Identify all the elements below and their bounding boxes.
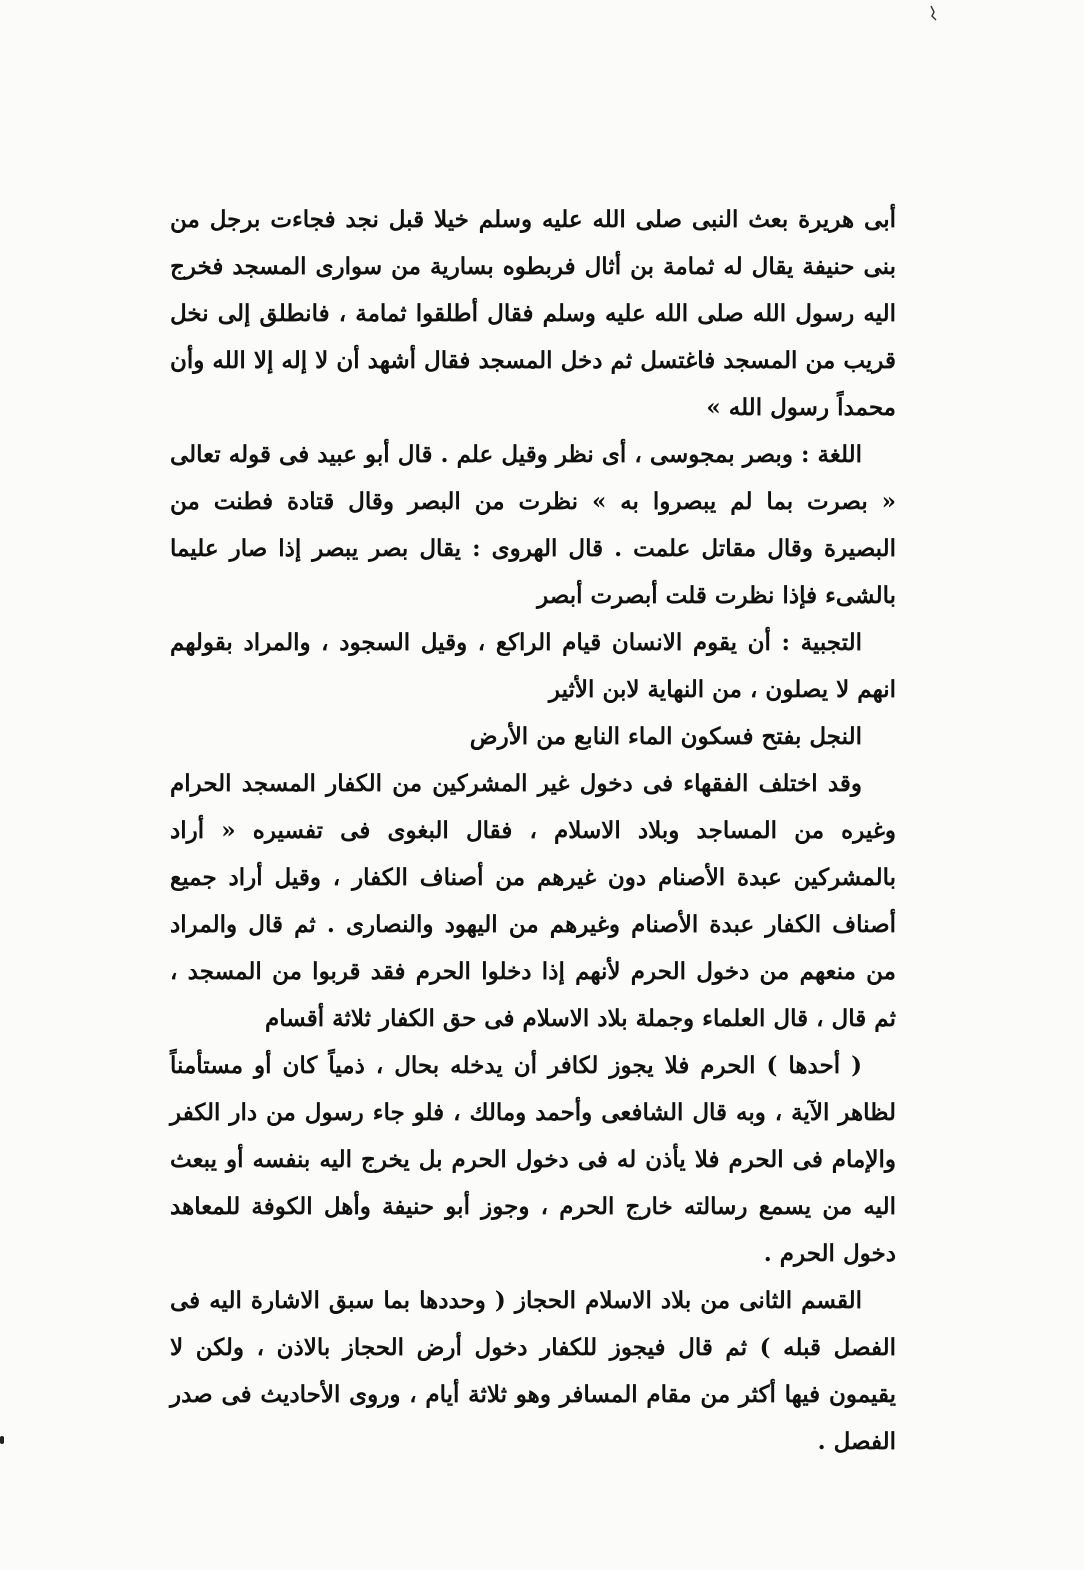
scan-speck (0, 1436, 4, 1444)
paragraph-najl: النجل بفتح فسكون الماء النابع من الأرض (469, 723, 862, 750)
ink-mark-icon (928, 4, 940, 22)
paragraph-tajbiya: التجبية : أن يقوم الانسان قيام الراكع ، وقيل السجود ، والمراد بقولهم انهم لا يصلون ، من النهاية لابن الأثير (170, 629, 896, 703)
paragraph-hadith-thumama: أبى هريرة بعث النبى صلى الله عليه وسلم خيلا قبل نجد فجاءت برجل من بنى حنيفة يقال له ثمامة بن أثال فربطوه بسارية من سوارى المسجد فخرج اليه رسول الله صلى الله عليه وسلم فقال أطلقوا ثمامة ، فانطلق إلى نخل قريب من المسجد فاغتسل ثم دخل المسجد فقال أشهد أن لا إله إلا الله وأن محمداً رسول الله » (170, 206, 896, 421)
paragraph-haram: ( أحدها ) الحرم فلا يجوز لكافر أن يدخله بحال ، ذمياً كان أو مستأمناً لظاهر الآية ، وبه قال الشافعى وأحمد ومالك ، فلو جاء رسول من دار الكفر والإمام فى الحرم فلا يأذن له فى دخول الحرم بل يخرج اليه بنفسه أو يبعث اليه من يسمع رسالته خارج الحرم ، وجوز أبو حنيفة وأهل الكوفة للمعاهد دخول الحرم . (170, 1052, 896, 1267)
paragraph-lugha: اللغة : وبصر بمجوسى ، أى نظر وقيل علم . قال أبو عبيد فى قوله تعالى « بصرت بما لم يبصروا به » نظرت من البصر وقال قتادة فطنت من البصيرة وقال مقاتل علمت . قال الهروى : يقال بصر يبصر إذا صار عليما بالشىء فإذا نظرت قلت أبصرت أبصر (170, 441, 896, 609)
paragraph-fuqaha: وقد اختلف الفقهاء فى دخول غير المشركين من الكفار المسجد الحرام وغيره من المساجد وبلاد الاسلام ، فقال البغوى فى تفسيره « أراد بالمشركين عبدة الأصنام دون غيرهم من أصناف الكفار ، وقيل أراد جميع أصناف الكفار عبدة الأصنام وغيرهم من اليهود والنصارى . ثم قال والمراد من منعهم من دخول الحرم لأنهم إذا دخلوا الحرم فقد قربوا من المسجد ، ثم قال ، قال العلماء وجملة بلاد الاسلام فى حق الكفار ثلاثة أقسام (170, 770, 896, 1032)
arabic-text-body (170, 196, 896, 1465)
paragraph-hijaz: القسم الثانى من بلاد الاسلام الحجاز ( وحددها بما سبق الاشارة اليه فى الفصل قبله ) ثم قال فيجوز للكفار دخول أرض الحجاز بالاذن ، ولكن لا يقيمون فيها أكثر من مقام المسافر وهو ثلاثة أيام ، وروى الأحاديث فى صدر الفصل . (170, 1287, 896, 1455)
